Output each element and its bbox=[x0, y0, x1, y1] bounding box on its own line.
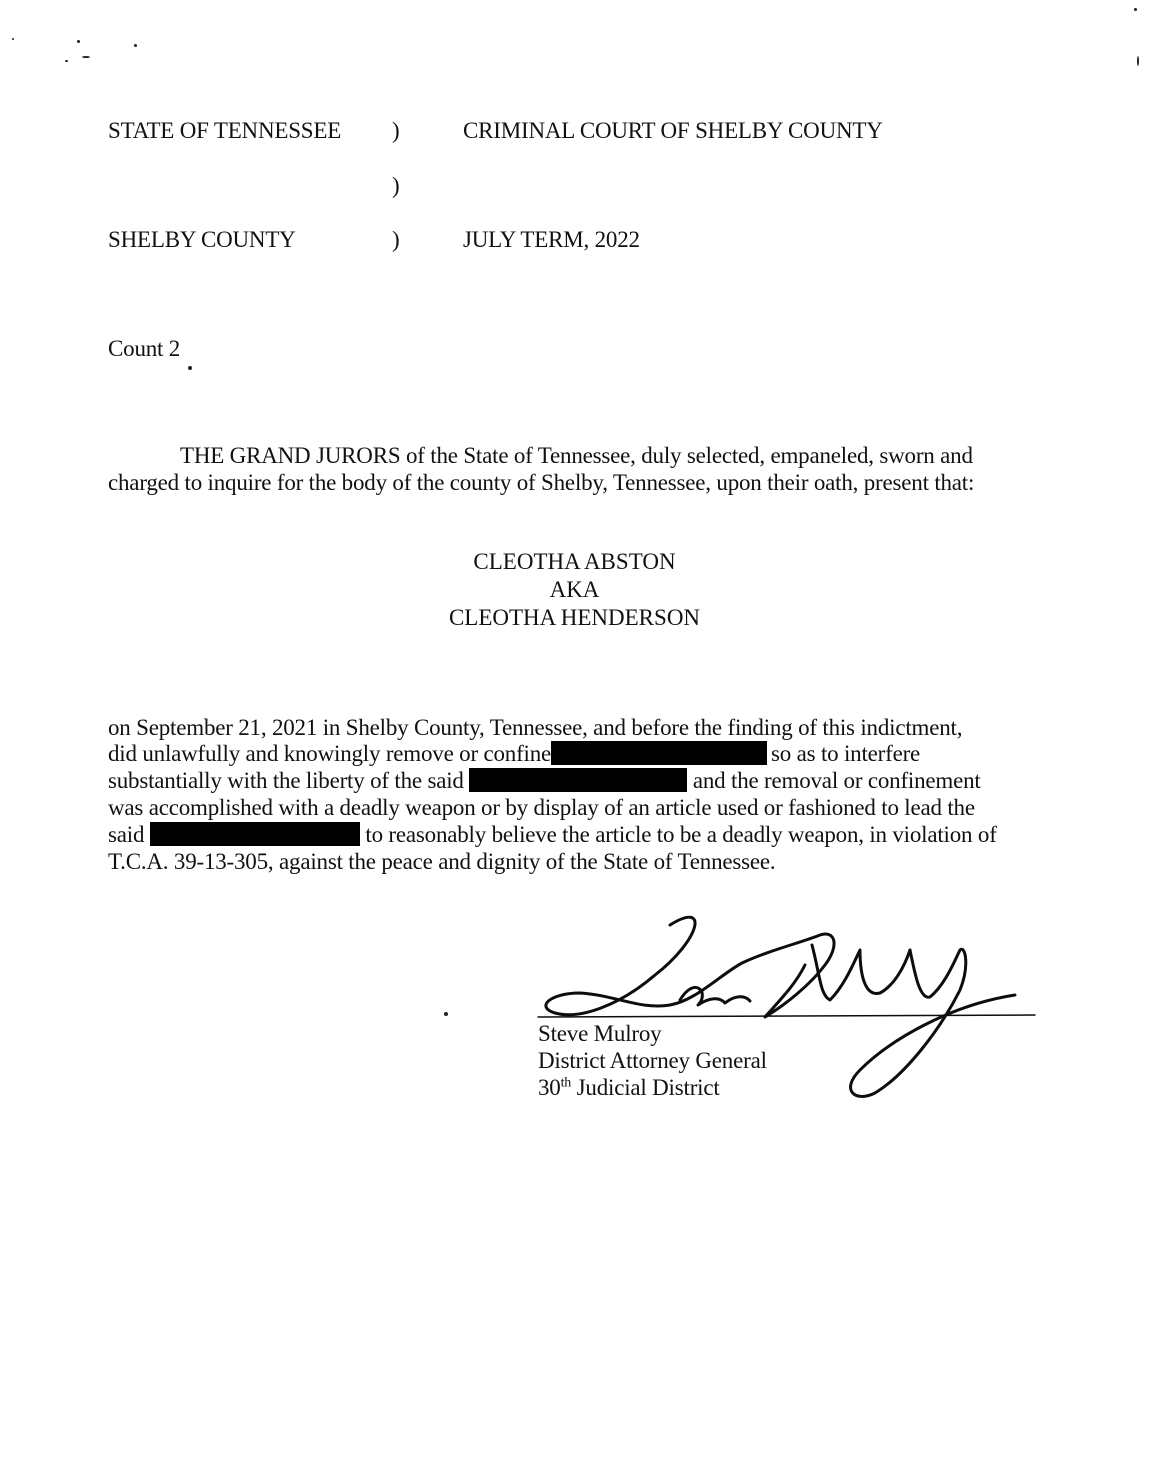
caption-court: CRIMINAL COURT OF SHELBY COUNTY bbox=[463, 118, 883, 143]
caption-paren: ) bbox=[392, 118, 400, 143]
scan-speck bbox=[1134, 8, 1137, 11]
charge-line: on September 21, 2021 in Shelby County, Tennessee, and before the finding of this indictment, bbox=[108, 715, 963, 740]
charge-line: was accomplished with a deadly weapon or by display of an article used or fashioned to lead the bbox=[108, 795, 975, 820]
charge-text: did unlawfully and knowingly remove or confine bbox=[108, 741, 552, 766]
redaction-bar bbox=[469, 768, 687, 792]
signer-district bbox=[538, 1074, 720, 1101]
preamble-line: charged to inquire for the body of the county of Shelby, Tennessee, upon their oath, present that: bbox=[108, 470, 975, 495]
caption-term: JULY TERM, 2022 bbox=[463, 227, 640, 252]
scan-speck bbox=[188, 366, 192, 370]
preamble-line: THE GRAND JURORS of the State of Tennessee, duly selected, empaneled, sworn and bbox=[180, 443, 973, 468]
scan-speck bbox=[12, 38, 14, 40]
charge-line bbox=[108, 821, 997, 848]
signer-title: District Attorney General bbox=[538, 1048, 767, 1073]
caption-county: SHELBY COUNTY bbox=[108, 227, 296, 252]
charge-line bbox=[108, 740, 920, 767]
district-ordinal: th bbox=[560, 1075, 572, 1091]
redaction-bar bbox=[551, 741, 767, 765]
scan-speck bbox=[77, 40, 80, 43]
scan-speck bbox=[134, 44, 137, 47]
charge-line: T.C.A. 39-13-305, against the peace and dignity of the State of Tennessee. bbox=[108, 849, 776, 874]
charge-text: substantially with the liberty of the said bbox=[108, 768, 464, 793]
district-label: Judicial District bbox=[571, 1075, 720, 1100]
caption-paren: ) bbox=[392, 227, 400, 252]
district-number: 30 bbox=[538, 1075, 561, 1100]
caption-paren: ) bbox=[392, 173, 400, 198]
charge-text: to reasonably believe the article to be a deadly weapon, in violation of bbox=[365, 822, 997, 847]
count-label: Count 2 bbox=[108, 336, 181, 361]
charge-text: said bbox=[108, 822, 145, 847]
charge-text: so as to interfere bbox=[771, 741, 921, 766]
defendant-name: CLEOTHA ABSTON bbox=[473, 549, 676, 574]
defendant-alias: CLEOTHA HENDERSON bbox=[448, 605, 701, 630]
signer-name: Steve Mulroy bbox=[538, 1021, 662, 1046]
scan-speck bbox=[444, 1012, 448, 1016]
defendant-aka: AKA bbox=[549, 577, 600, 602]
scan-speck bbox=[1137, 56, 1139, 66]
scan-speck bbox=[65, 60, 68, 62]
charge-text: and the removal or confinement bbox=[692, 768, 981, 793]
scan-speck bbox=[82, 56, 90, 58]
charge-line bbox=[108, 767, 981, 794]
redaction-bar bbox=[150, 822, 360, 846]
caption-state: STATE OF TENNESSEE bbox=[108, 118, 342, 143]
